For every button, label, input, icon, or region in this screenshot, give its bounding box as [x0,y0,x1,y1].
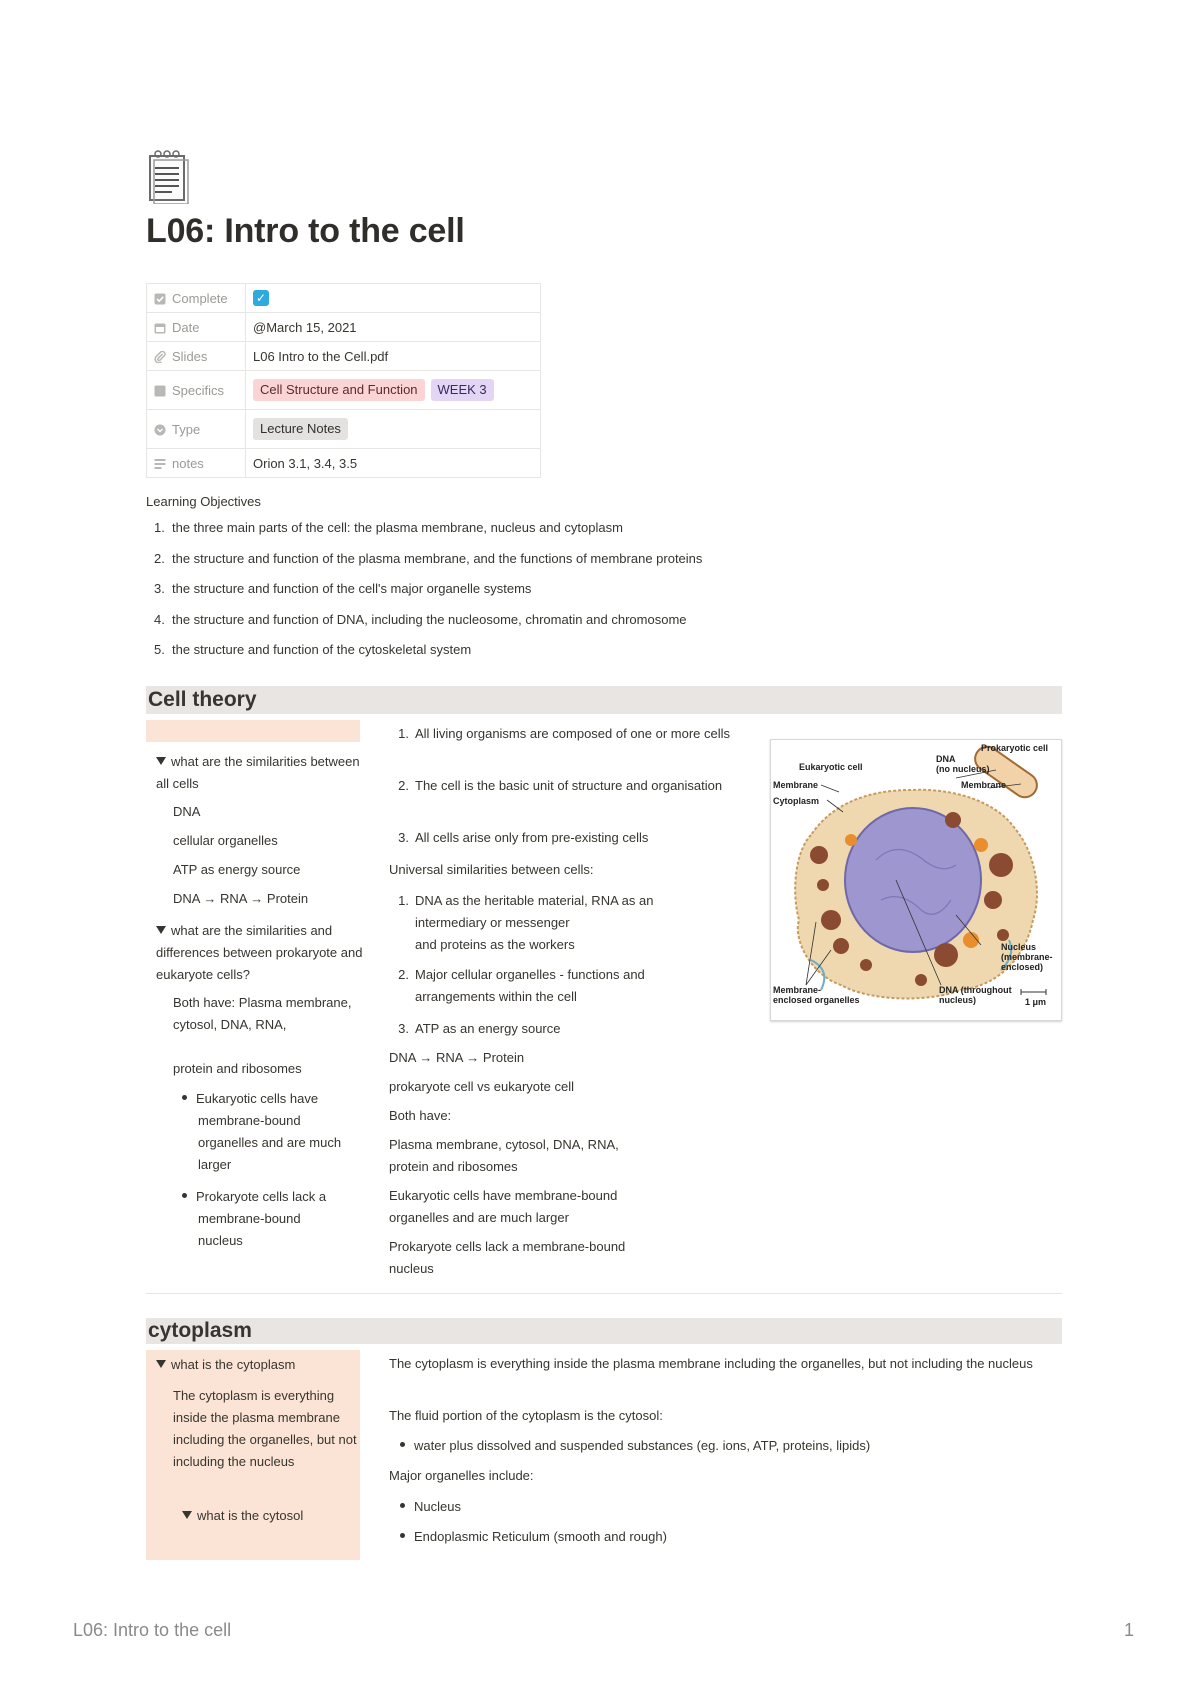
property-date [147,313,541,342]
property-label: Specifics [172,382,225,398]
list-item: 4. the structure and function of DNA, including the nucleosome, chromatin and chromosome [154,611,687,627]
figure-label: Eukaryotic cell [799,762,863,772]
toggle-what-is-cytoplasm[interactable]: what is the cytoplasm [156,1354,356,1376]
footer-title: L06: Intro to the cell [73,1620,232,1640]
property-type [147,410,541,449]
property-label: Type [172,421,201,437]
toggle-triangle-icon[interactable] [156,1360,166,1368]
list-item: Eukaryotic cells have membrane-bound organelles and are much larger [182,1088,348,1176]
bullet-icon [400,1503,405,1508]
bullet-icon [400,1442,405,1447]
figure-label: DNA (throughout [939,985,1012,995]
list-item: 2. Major cellular organelles - functions and arrangements within the cell [398,967,645,1004]
cytosol-text: The fluid portion of the cytoplasm is the cytosol: [389,1408,663,1423]
eukaryotic-text: Eukaryotic cells have membrane-bound organelles and are much larger [389,1188,618,1225]
cell-theory-heading: Cell theory [146,686,1062,714]
tag-lecture-notes[interactable]: Lecture Notes [253,418,348,440]
select-icon [154,424,166,436]
figure-label: 1 μm [1025,997,1047,1007]
section-divider [146,1293,1062,1294]
left-column-callout [146,720,360,742]
notepad-icon [146,148,190,204]
property-label: Slides [172,348,208,364]
list-item: Endoplasmic Reticulum (smooth and rough) [400,1526,667,1548]
list-item: cellular organelles [173,833,278,848]
page-title: L06: Intro to the cell [146,212,465,250]
toggle-pro-vs-eu[interactable]: what are the similarities and differences between prokaryote and eukaryote cells? [156,923,363,982]
attachment-icon [154,351,166,363]
both-have-label: Both have: [389,1108,452,1123]
list-item: 3. the structure and function of the cell's major organelle systems [154,581,532,596]
figure-label: Membrane [961,780,1007,790]
list-item: 3. All cells arise only from pre-existing cells [398,830,649,845]
learning-objectives-heading: Learning Objectives [146,494,261,509]
slides-file-link[interactable]: L06 Intro to the Cell.pdf [253,348,389,364]
list-item: ATP as energy source [173,862,301,877]
property-specifics [147,371,541,410]
prokaryote-text: Prokaryote cells lack a membrane-bound nucleus [389,1239,626,1276]
property-slides [147,342,541,371]
toggle-triangle-icon[interactable] [182,1511,192,1519]
notes-value[interactable]: Orion 3.1, 3.4, 3.5 [253,455,358,471]
list-item: Nucleus [400,1496,461,1518]
figure-label: Membrane [773,780,819,790]
both-have-text: Plasma membrane, cytosol, DNA, RNA, protein and ribosomes [389,1137,619,1174]
complete-checkbox[interactable]: ✓ [253,290,269,306]
compare-heading: prokaryote cell vs eukaryote cell [389,1079,574,1094]
toggle-triangle-icon[interactable] [156,757,166,765]
figure-label: enclosed organelles [773,995,860,1005]
property-notes [147,449,541,478]
property-complete [147,284,541,313]
bullet-icon [182,1095,187,1100]
tag-cell-structure[interactable]: Cell Structure and Function [253,379,425,401]
list-item: 5. the structure and function of the cytoskeletal system [154,642,472,657]
cell-diagram-image [770,739,1062,1021]
property-label: notes [172,455,204,471]
list-item: DNA → RNA → Protein [173,891,309,906]
property-label: Complete [172,290,228,306]
page-number: 1 [1123,1620,1134,1640]
organelles-heading: Major organelles include: [389,1468,534,1483]
figure-label: enclosed) [1001,962,1044,972]
toggle-what-is-cytosol[interactable]: what is the cytosol [182,1505,352,1527]
cytoplasm-intro: The cytoplasm is everything inside the plasma membrane including the organelles, but not including the nucleus [389,1356,1033,1371]
universal-heading: Universal similarities between cells: [389,862,594,877]
checkbox-icon [154,293,166,305]
list-item: Prokaryote cells lack a membrane-bound nucleus [182,1186,348,1252]
property-label: Date [172,319,200,335]
figure-label: DNA [936,754,956,764]
bullet-icon [400,1533,405,1538]
list-item: 1. All living organisms are composed of one or more cells [398,726,731,741]
figure-label: (no nucleus) [936,764,990,774]
figure-label: (membrane- [1001,952,1053,962]
list-item: 3. ATP as an energy source [398,1021,561,1036]
list-item: 1. the three main parts of the cell: the plasma membrane, nucleus and cytoplasm [154,520,623,535]
learning-objectives-list [146,520,702,673]
list-item: DNA [173,804,201,819]
calendar-icon [154,322,166,334]
list-item: 1. DNA as the heritable material, RNA as an intermediary or messenger and proteins as the workers [398,893,654,952]
flow-text: DNA → RNA → Protein [389,1050,525,1065]
toggle-triangle-icon[interactable] [156,926,166,934]
properties-table [146,283,541,478]
tag-week[interactable]: WEEK 3 [431,379,494,401]
list-item: 2. the structure and function of the plasma membrane, and the functions of membrane proteins [154,550,703,566]
toggle-similarities[interactable]: what are the similarities between all cells [156,754,360,791]
both-have-text-2: protein and ribosomes [173,1061,302,1076]
bullet-icon [182,1193,187,1198]
list-item: 2. The cell is the basic unit of structure and organisation [398,778,723,793]
both-have-text: Both have: Plasma membrane, cytosol, DNA, RNA, [173,995,352,1032]
list-item: water plus dissolved and suspended substances (eg. ions, ATP, proteins, lipids) [400,1435,870,1457]
cytoplasm-heading: cytoplasm [146,1318,1062,1344]
figure-label: Nucleus [1001,942,1037,952]
figure-label: Cytoplasm [773,796,820,806]
figure-label: Membrane- [773,985,822,995]
figure-label: nucleus) [939,995,977,1005]
date-value[interactable]: @March 15, 2021 [253,319,357,335]
list-icon [154,385,166,397]
text-icon [154,458,166,470]
figure-label: Prokaryotic cell [981,743,1049,753]
cell-illustration [771,740,1061,1020]
cytoplasm-answer: The cytoplasm is everything inside the plasma membrane including the organelles, but not including the nucleus [173,1388,357,1469]
